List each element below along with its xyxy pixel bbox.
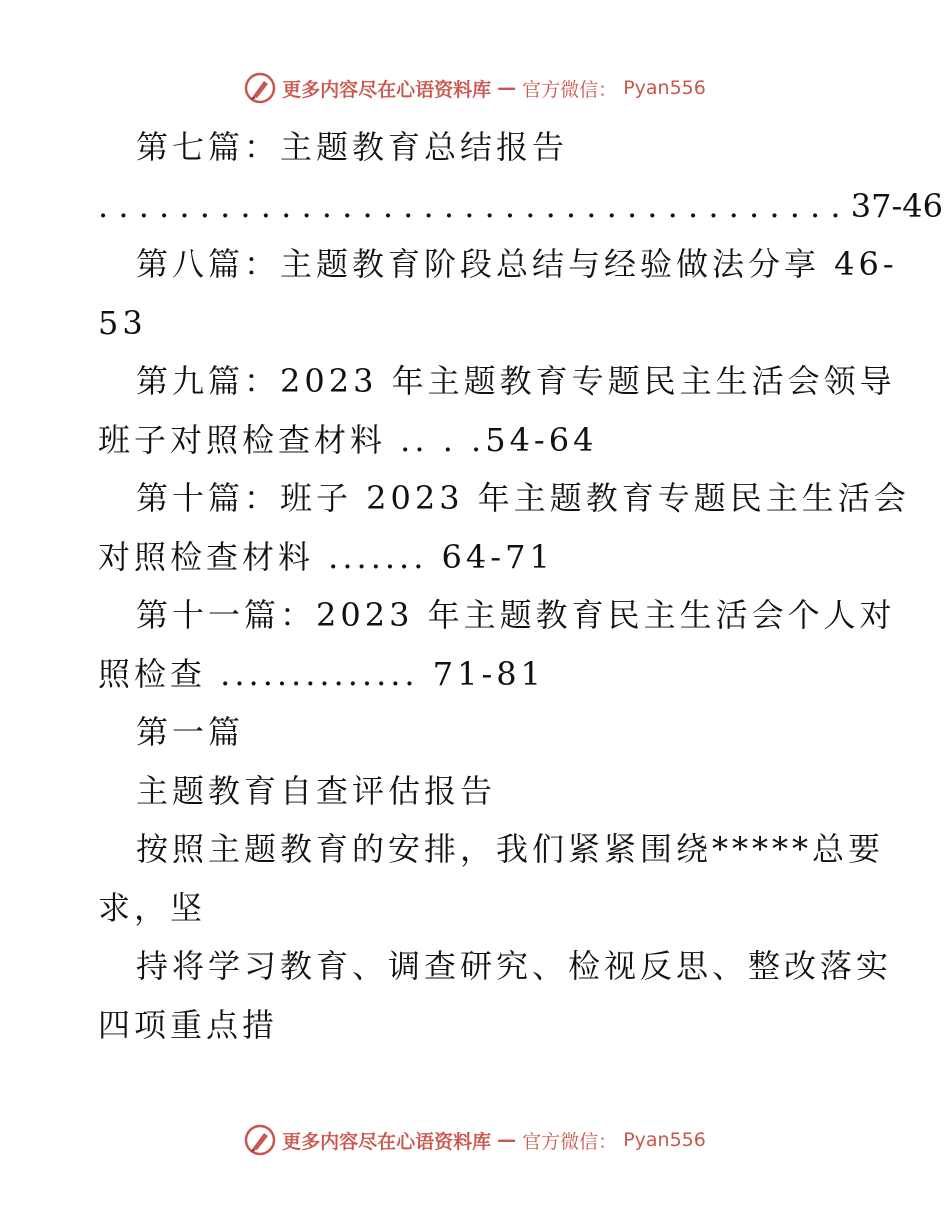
watermark-wechat-label: 官方微信： <box>522 78 618 101</box>
toc-leader-7: . . . . . . . . . . . . . . . . . . . . . . . . . . . . . . . . . . . . . 37-46 <box>98 186 943 225</box>
header-watermark <box>0 72 950 104</box>
footer-watermark <box>0 1124 950 1156</box>
pen-logo-icon <box>244 1124 276 1156</box>
paragraph-line: 四项重点措 <box>98 1005 279 1044</box>
toc-entry-10: 第十篇：班子 2023 年主题教育专题民主生活会 <box>136 479 910 517</box>
section-title: 主题教育自查评估报告 <box>136 771 497 810</box>
pen-logo-icon <box>244 72 276 104</box>
toc-entry-11-cont: 照检查 .............. 71-81 <box>98 654 546 693</box>
toc-entry-11: 第十一篇：2023 年主题教育民主生活会个人对 <box>136 596 896 634</box>
toc-entry-8: 第八篇：主题教育阶段总结与经验做法分享 46- <box>136 245 898 283</box>
watermark-wechat-label: 官方微信： <box>522 1130 618 1153</box>
toc-entry-8-page: 53 <box>98 303 147 342</box>
watermark-wechat-id: Pyan556 <box>623 1129 706 1151</box>
toc-entry-9-cont: 班子对照检查材料 .. . .54-64 <box>98 420 598 459</box>
watermark-separator: — <box>497 1129 517 1151</box>
watermark-wechat-id: Pyan556 <box>623 77 706 99</box>
document-body <box>98 118 943 1054</box>
watermark-text: 更多内容尽在心语资料库 <box>282 78 492 101</box>
paragraph-line: 求，坚 <box>98 888 207 927</box>
toc-entry-7: 第七篇：主题教育总结报告 <box>136 128 569 166</box>
watermark-separator: — <box>497 77 517 99</box>
toc-entry-9: 第九篇：2023 年主题教育专题民主生活会领导 <box>136 362 896 400</box>
section-heading: 第一篇 <box>136 713 245 751</box>
watermark-text: 更多内容尽在心语资料库 <box>282 1130 492 1153</box>
toc-entry-10-cont: 对照检查材料 ....... 64-71 <box>98 537 554 576</box>
paragraph-line: 持将学习教育、调查研究、检视反思、整改落实 <box>136 947 893 985</box>
paragraph-line: 按照主题教育的安排，我们紧紧围绕*****总要 <box>136 830 885 868</box>
